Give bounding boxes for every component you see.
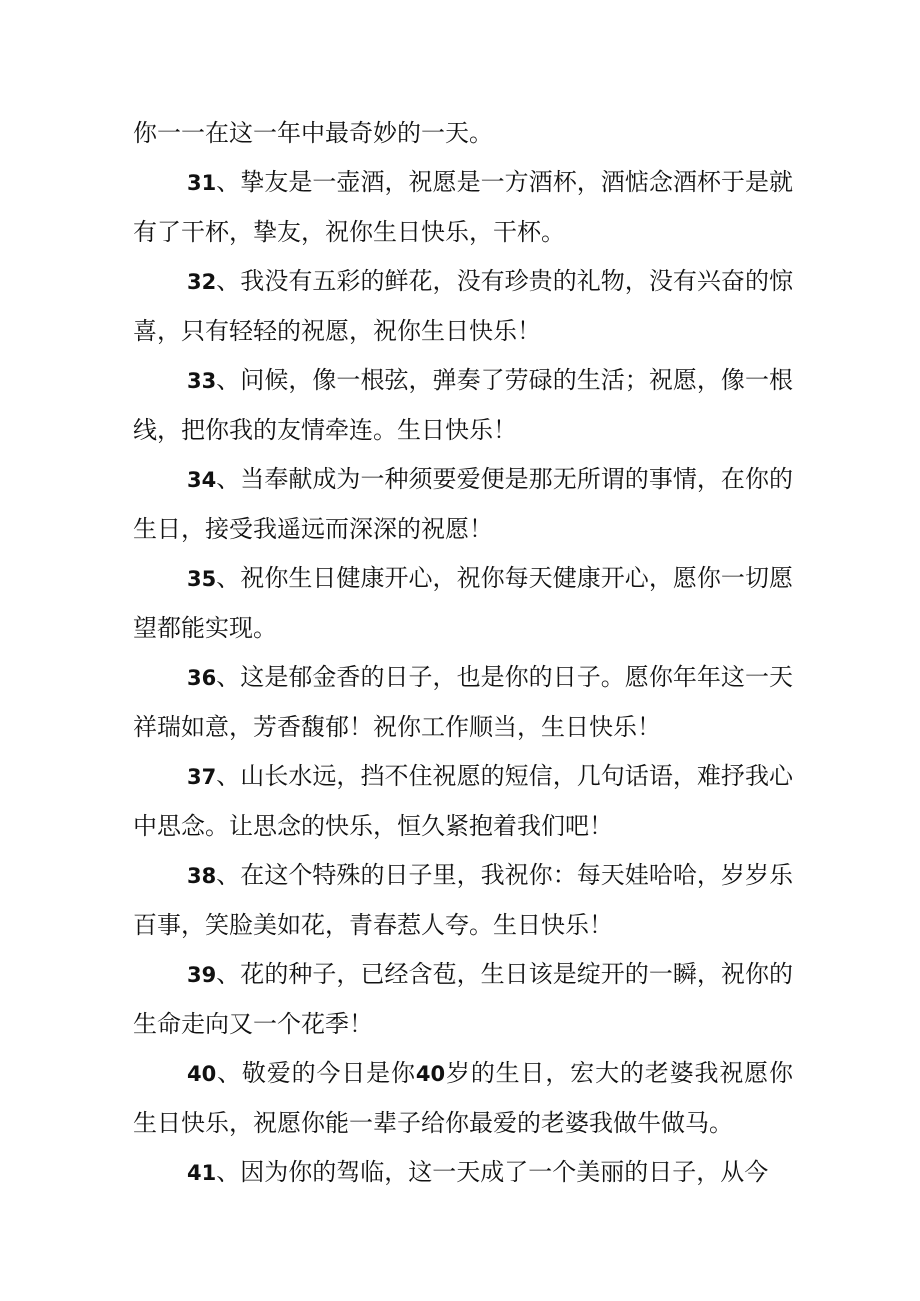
paragraph-38 bbox=[133, 851, 793, 950]
paragraph-number: 31 bbox=[187, 171, 217, 195]
paragraph-34 bbox=[133, 455, 793, 554]
paragraph-text: 、祝你生日健康开心，祝你每天健康开心，愿你一切愿望都能实现。 bbox=[133, 564, 793, 642]
paragraph-text: 、在这个特殊的日子里，我祝你：每天娃哈哈，岁岁乐百事，笑脸美如花，青春惹人夸。生日快乐！ bbox=[133, 861, 793, 939]
paragraph-text: 、问候，像一根弦，弹奏了劳碌的生活；祝愿，像一根线，把你我的友情牵连。生日快乐！ bbox=[133, 366, 793, 444]
paragraph-number: 41 bbox=[187, 1161, 217, 1185]
paragraph-39 bbox=[133, 950, 793, 1049]
paragraph-40 bbox=[133, 1049, 793, 1148]
paragraph-number: 40 bbox=[187, 1062, 217, 1086]
paragraph-text-continued: 岁的生日，宏大的老婆我祝愿你生日快乐，祝愿你能一辈子给你最爱的老婆我做牛做马。 bbox=[133, 1059, 794, 1137]
paragraph-number: 36 bbox=[187, 666, 217, 690]
paragraph-number: 33 bbox=[187, 369, 217, 393]
paragraph-36 bbox=[133, 653, 793, 752]
paragraph-41 bbox=[133, 1148, 793, 1198]
paragraph-32 bbox=[133, 257, 793, 356]
paragraph-35 bbox=[133, 554, 793, 653]
paragraph-text: 、花的种子，已经含苞，生日该是绽开的一瞬，祝你的生命走向又一个花季！ bbox=[133, 960, 793, 1038]
paragraph-text: 、当奉献成为一种须要爱便是那无所谓的事情，在你的生日，接受我遥远而深深的祝愿！ bbox=[133, 465, 793, 543]
paragraph-text: 你一一在这一年中最奇妙的一天。 bbox=[133, 119, 493, 147]
paragraph-number: 37 bbox=[187, 765, 217, 789]
inline-number: 40 bbox=[415, 1062, 446, 1086]
paragraph-37 bbox=[133, 752, 793, 851]
paragraph-text: 、山长水远，挡不住祝愿的短信，几句话语，难抒我心中思念。让思念的快乐，恒久紧抱着我们吧！ bbox=[133, 762, 793, 840]
paragraph-number: 38 bbox=[187, 864, 217, 888]
paragraph-text: 、挚友是一壶酒，祝愿是一方酒杯，酒惦念酒杯于是就有了干杯，挚友，祝你生日快乐，干杯。 bbox=[133, 168, 793, 246]
paragraph-31 bbox=[133, 158, 793, 257]
paragraph-number: 32 bbox=[187, 270, 217, 294]
document-body bbox=[133, 109, 793, 1198]
paragraph-text: 、敬爱的今日是你 bbox=[216, 1059, 416, 1087]
paragraph-number: 34 bbox=[187, 468, 217, 492]
paragraph-text: 、因为你的驾临，这一天成了一个美丽的日子，从今 bbox=[216, 1158, 769, 1186]
paragraph-lead bbox=[133, 109, 793, 158]
paragraph-text: 、这是郁金香的日子，也是你的日子。愿你年年这一天祥瑞如意，芳香馥郁！祝你工作顺当，生日快乐！ bbox=[133, 663, 793, 741]
paragraph-33 bbox=[133, 356, 793, 455]
paragraph-number: 39 bbox=[187, 963, 217, 987]
paragraph-number: 35 bbox=[187, 567, 217, 591]
paragraph-text: 、我没有五彩的鲜花，没有珍贵的礼物，没有兴奋的惊喜，只有轻轻的祝愿，祝你生日快乐！ bbox=[133, 267, 793, 345]
